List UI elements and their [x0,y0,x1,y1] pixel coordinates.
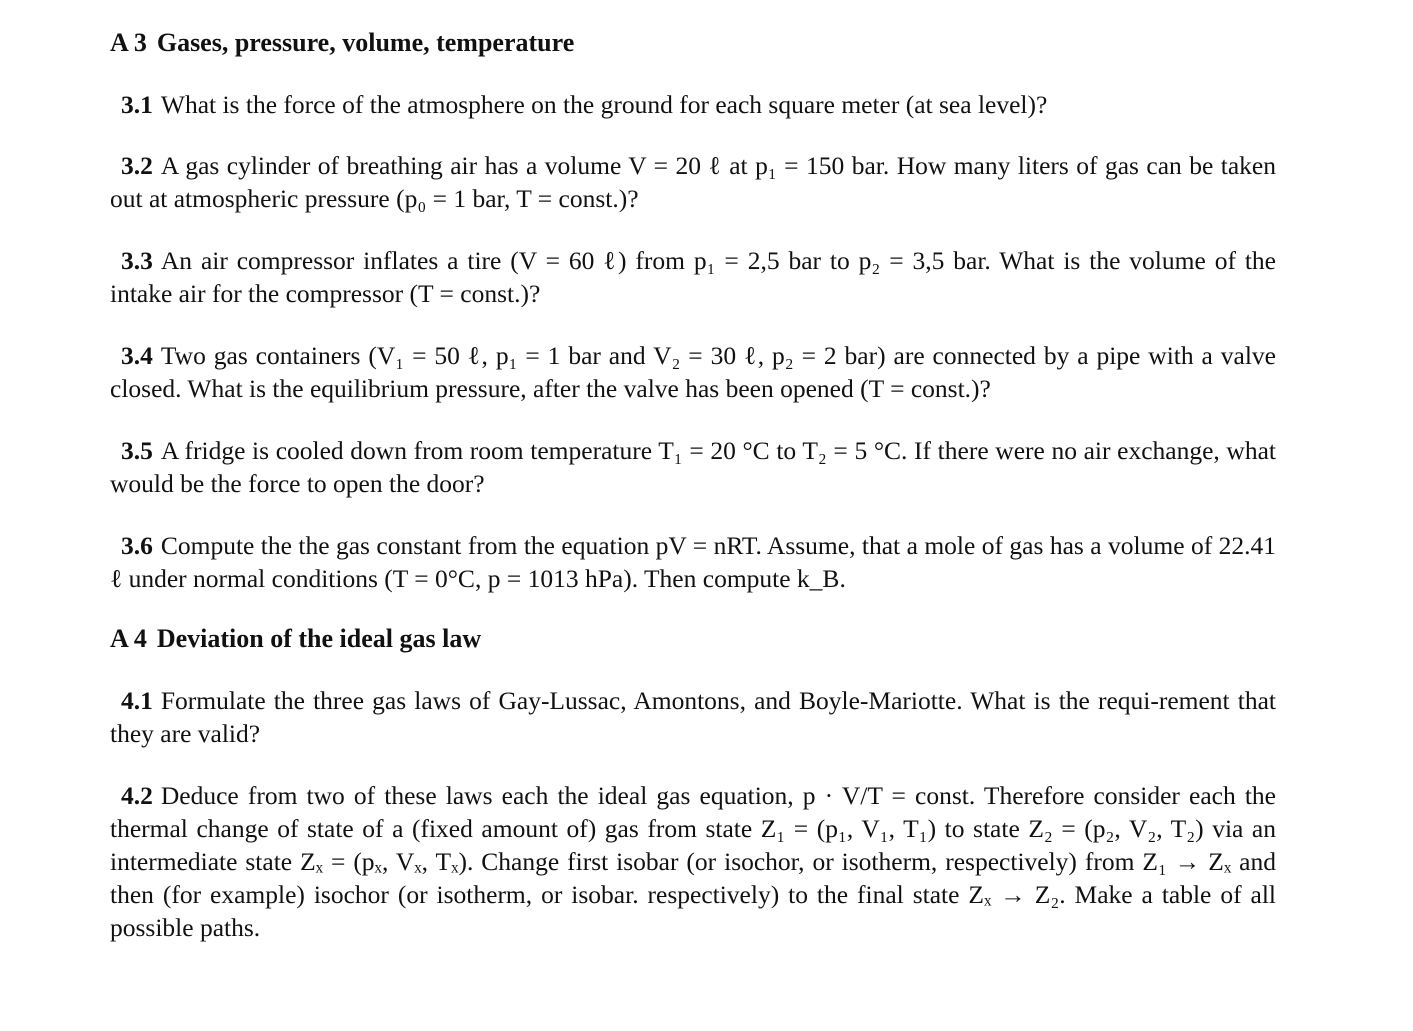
problem-3-5 [110,434,1276,500]
section-title: Gases, pressure, volume, temperature [156,28,575,57]
problem-number: 4.1 [121,686,153,715]
problem-text: Compute the the gas constant from the equation pV = nRT. Assume, that a mole of gas has a volume of 22.41 ℓ under normal conditions (T = 0°C, p = 1013 hPa). Then compute k_B. [110,531,1276,593]
problem-number: 3.3 [121,246,153,275]
problem-text: Deduce from two of these laws each the ideal gas equation, p · V/T = const. Therefore consider each the thermal change of state of a (fixed amount of) gas from state Z₁ = (p₁, V₁, T₁) to state Z₂ = (p₂, V₂, T₂) via an intermediate state Zₓ = (pₓ, Vₓ, Tₓ). Change first isobar (or isochor, or isotherm, respectively) from Z₁ → Zₓ and then (for example) isochor (or isotherm, or isobar. respectively) to the final state Zₓ → Z₂. Make a table of all possible paths. [110,781,1276,942]
section-number: A 3 [110,28,147,57]
problem-3-2 [110,149,1276,215]
problem-3-4 [110,339,1276,405]
section-heading-a4 [110,622,1276,656]
document-page [110,26,1276,944]
problem-text: An air compressor inflates a tire (V = 60 ℓ) from p₁ = 2,5 bar to p₂ = 3,5 bar. What is the volume of the intake air for the compressor (T = const.)? [110,246,1276,308]
problem-number: 3.6 [121,531,153,560]
problem-number: 3.5 [121,436,153,465]
problem-number: 3.1 [121,90,153,119]
section-heading-a3 [110,26,1276,60]
problem-3-1 [110,88,1276,121]
problem-4-1 [110,684,1276,750]
problem-3-3 [110,244,1276,310]
problem-text: Two gas containers (V₁ = 50 ℓ, p₁ = 1 bar and V₂ = 30 ℓ, p₂ = 2 bar) are connected by a pipe with a valve closed. What is the equilibrium pressure, after the valve has been opened (T = const.)? [110,341,1276,403]
problem-number: 3.4 [121,341,153,370]
section-title: Deviation of the ideal gas law [156,624,482,653]
problem-text: Formulate the three gas laws of Gay-Lussac, Amontons, and Boyle-Mariotte. What is the requi-rement that they are valid? [110,686,1276,748]
problem-text: What is the force of the atmosphere on the ground for each square meter (at sea level)? [160,90,1048,119]
problem-number: 3.2 [121,151,153,180]
problem-4-2 [110,779,1276,944]
section-number: A 4 [110,624,147,653]
problem-3-6 [110,529,1276,595]
problem-text: A gas cylinder of breathing air has a volume V = 20 ℓ at p₁ = 150 bar. How many liters of gas can be taken out at atmospheric pressure (p₀ = 1 bar, T = const.)? [110,151,1276,213]
problem-text: A fridge is cooled down from room temperature T₁ = 20 °C to T₂ = 5 °C. If there were no air exchange, what would be the force to open the door? [110,436,1276,498]
problem-number: 4.2 [121,781,153,810]
